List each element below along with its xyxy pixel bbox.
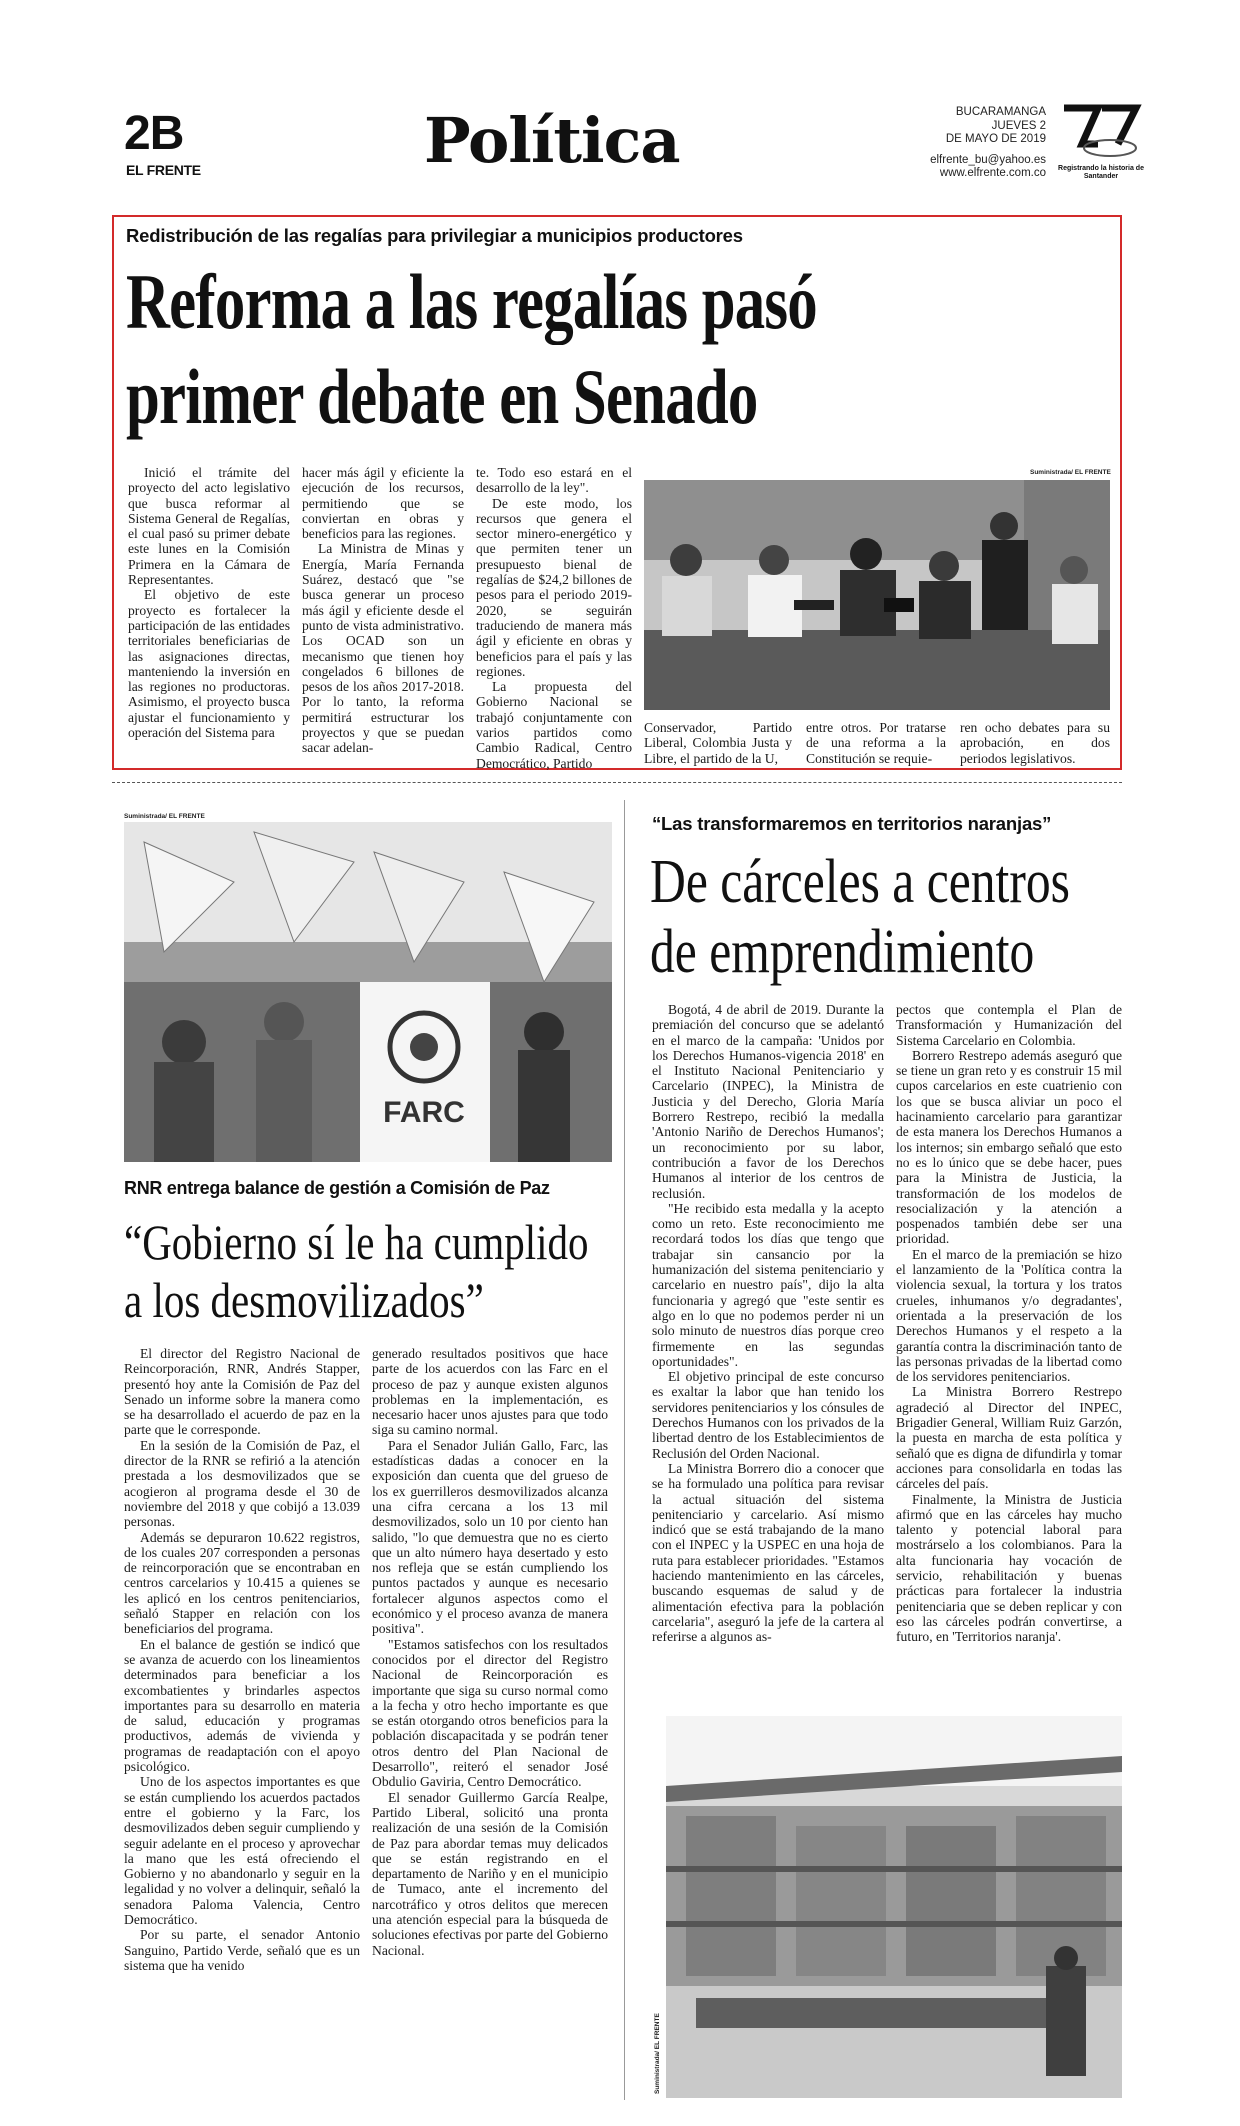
farc-kicker: RNR entrega balance de gestión a Comisión de Paz — [124, 1178, 550, 1198]
date-month: DE MAYO DE 2019 — [945, 133, 1046, 145]
website-link[interactable]: www.elfrente.com.co — [939, 167, 1046, 179]
paragraph: El objetivo de este proyecto es fortalecer la participación de las entidades territoriales beneficiarias de las asignaciones directas, manteniendo la inversión en las regiones no productoras. Asimismo, el proyecto busca ajustar el funcionamiento y operación del Sistema para — [128, 587, 290, 741]
paragraph: te. Todo eso estará en el desarrollo de la ley". — [476, 465, 632, 496]
city: BUCARAMANGA — [955, 106, 1046, 118]
lead-column-5 — [806, 720, 946, 766]
paragraph: La Ministra Borrero Restrepo agradeció al Director del INPEC, Brigadier General, William Ruiz Garzón, la puesta en marcha de esta política y señaló que es digna de difundirla y tomar acciones para consolidarla en todas las cárceles del país. — [896, 1384, 1122, 1492]
paragraph: El objetivo principal de este concurso es exaltar la labor que han tenido los servidores penitenciarios y los cónsules de Derechos Humanos con los privados de la libertad dentro de los Establecimientos de Reclusión del Orden Nacional. — [652, 1369, 884, 1461]
lead-kicker: Redistribución de las regalías para privilegiar a municipios productores — [126, 225, 743, 246]
lead-column-2 — [302, 465, 464, 763]
badge-tagline: Registrando la historia de Santander — [1058, 165, 1144, 180]
farc-column-1 — [124, 1346, 360, 2098]
farc-headline-1: “Gobierno sí le ha cumplido — [124, 1214, 589, 1270]
date-day: JUEVES 2 — [991, 119, 1046, 132]
paragraph: ren ocho debates para su aprobación, en dos periodos legislativos. — [960, 720, 1110, 766]
anniversary-badge — [1058, 100, 1144, 186]
prison-column-1 — [652, 1002, 884, 1692]
anniversary-logo-icon — [1058, 100, 1144, 160]
paragraph: Bogotá, 4 de abril de 2019. Durante la premiación del concurso que se adelantó en el marco de la campaña: 'Unidos por los Derechos Humanos-vigencia 2018' en el Instituto Nacional Penitenciario y Carcelario (INPEC), la Ministra de Justicia y del Derecho, Gloria María Borrero Restrepo, recibió la medalla 'Antonio Nariño de Derechos Humanos'; un reconocimiento por su labor, contribución a favor de los Derechos Humanos al interior de los centros de reclusión. — [652, 1002, 884, 1201]
prison-kicker: “Las transformaremos en territorios naranjas” — [652, 813, 1052, 834]
paragraph: El director del Registro Nacional de Reincorporación, RNR, Andrés Stapper, presentó hoy ante la Comisión de Paz del Senado un informe sobre la manera como se ha desarrollado el acuerdo de paz en la parte que le corresponde. — [124, 1346, 360, 1438]
farc-rally-photo — [124, 822, 612, 1162]
paragraph: La propuesta del Gobierno Nacional se trabajó conjuntamente con varios partidos como Cambio Radical, Centro Democrático, Partido — [476, 679, 632, 771]
prison-headline-1: De cárceles a centros — [650, 848, 1070, 916]
farc-photo-credit: Suministrada/ EL FRENTE — [124, 813, 205, 820]
paragraph: Borrero Restrepo además aseguró que se tiene un gran reto y es construir 15 mil cupos carcelarios en este cuatrienio con los que se busca aliviar un poco el hacinamiento carcelario para garantizar de esta manera los Derechos Humanos a los internos; sin embargo señaló que esto no es lo único que se debe hacer, pues para la Ministra de Justicia, la transformación de los modelos de resocialización y la atención a pospenados también debe ser una prioridad. — [896, 1047, 1122, 1247]
lead-photo — [644, 480, 1110, 710]
paragraph: Uno de los aspectos importantes es que se están cumpliendo los acuerdos pactados entre el gobierno y la Farc, los desmovilizados deben seguir cumpliendo y seguir adelante en el proceso y aprovechar la mano que les está ofreciendo el Gobierno y no abandonarlo y seguir en la legalidad y no volver a delinquir, señaló la senadora Paloma Valencia, Centro Democrático. — [124, 1774, 360, 1927]
paragraph: Finalmente, la Ministra de Justicia afirmó que en las cárceles hay mucho talento y potencial laboral para mostrárselo a los colombianos. Para la alta funcionaria hay vocación de servicio, rehabilitación y buenas prácticas para fortalecer la industria penitenciaria que se deben replicar y con eso las cárceles podrán convertirse, a futuro, en 'Territorios naranja'. — [896, 1491, 1122, 1645]
dateline — [908, 106, 1046, 181]
paragraph: En el marco de la premiación se hizo el lanzamiento de la 'Política contra la violencia sexual, la tortura y los tratos crueles, inhumanos y/o degradantes', orientada a la preservación de los Derechos Humanos y el respeto a la garantía contra la discriminación tanto de las personas privadas de la libertad como de los servidores penitenciarios. — [896, 1246, 1122, 1385]
lead-column-4 — [644, 720, 792, 766]
paragraph: Además se depuraron 10.622 registros, de los cuales 207 corresponden a personas de reincorporación que se encontraban en centros carcelarios y 10.415 a quienes se les aplicó en los centros penitenciarios, señaló Stapper en relación con los beneficiarios del programa. — [124, 1529, 360, 1637]
prison-column-2 — [896, 1002, 1122, 1692]
paragraph: "He recibido esta medalla y la acepto como un reto. Este reconocimiento me recordará todos los días que tengo que trabajar sin cansancio por la humanización del sistema penitenciario y carcelario en nuestro país", dijo la alta funcionaria y agregó que "este sentir es algo en lo que no podemos perder ni un solo minuto de nuestros días porque creo firmemente en las segundas oportunidades". — [652, 1200, 884, 1369]
page-code: 2B — [124, 107, 184, 160]
paragraph: Para el Senador Julián Gallo, Farc, las estadísticas dadas a conocer en la exposición dan cuenta que del grueso de los ex guerrilleros desmovilizados alcanza una cifra cercana a los 13 mil desmovilizados, solo un 10 por ciento han salido, "lo que demuestra que no es cierto que un alto número haya desertado y esto nos refleja que se están cumpliendo los puntos pactados y aunque es necesario fortalecer algunos aspectos como el económico y el proceso avanza de manera positiva". — [372, 1437, 608, 1637]
paragraph: hacer más ágil y eficiente la ejecución de los recursos, permitiendo que se conviertan en obras y beneficios para las regiones. — [302, 465, 464, 542]
svg-text:FARC: FARC — [383, 1096, 465, 1129]
paragraph: En el balance de gestión se indicó que se avanza de acuerdo con los lineamientos determinados para beneficiar a los excombatientes y brindarles aspectos importantes para su desarrollo en materia de salud, educación y programas productivos, además de vivienda y programas de readaptación con el apoyo psicológico. — [124, 1636, 360, 1775]
prison-photo — [666, 1716, 1122, 2098]
paper-name: EL FRENTE — [126, 162, 201, 178]
lead-column-1 — [128, 465, 290, 763]
prison-photo-credit: Suministrada/ EL FRENTE — [654, 2013, 661, 2094]
paragraph: entre otros. Por tratarse de una reforma a la Constitución se requie- — [806, 720, 946, 766]
paragraph: La Ministra de Minas y Energía, María Fernanda Suárez, destacó que "se busca generar un proceso más ágil y eficiente desde el punto de vista administrativo. Los OCAD son un mecanismo que tienen hoy congelados 6 billones de pesos de los años 2017-2018. Por lo tanto, la reforma permitirá estructurar los proyectos y que se puedan sacar adelan- — [302, 541, 464, 756]
paragraph: Inició el trámite del proyecto del acto legislativo que busca reformar al Sistema General de Regalías, el cual pasó su primer debate este lunes en la Comisión Primera en la Cámara de Representantes. — [128, 465, 290, 588]
farc-headline-2: a los desmovilizados” — [124, 1272, 484, 1328]
farc-photo — [124, 822, 612, 1162]
lead-column-6 — [960, 720, 1110, 766]
paragraph: Conservador, Partido Liberal, Colombia Justa y Libre, el partido de la U, — [644, 720, 792, 766]
paragraph: "Estamos satisfechos con los resultados conocidos por el director del Registro Nacional de Reincorporación es importante que siga su curso normal como a la fecha y otro hecho importante es que se están otorgando otros beneficios para la población discapacitada y se podrán tener otros dentro del Plan Nacional de Desarrollo", reiteró el senador José Obdulio Gaviria, Centro Democrático. — [372, 1636, 608, 1790]
lead-headline-1: Reforma a las regalías pasó — [126, 258, 817, 345]
lead-column-3 — [476, 465, 632, 771]
farc-column-2 — [372, 1346, 608, 2098]
paragraph: pectos que contempla el Plan de Transformación y Humanización del Sistema Carcelario en Colombia. — [896, 1002, 1122, 1048]
column-divider — [624, 800, 625, 2100]
section-divider — [112, 782, 1122, 783]
paragraph: El senador Guillermo García Realpe, Partido Liberal, solicitó una pronta realización de una sesión de la Comisión de Paz para abordar temas muy delicados que se están registrando en el departamento de Nariño y en el municipio de Tumaco, ante el incremento del narcotráfico y otros delitos que merecen una atención especial para la búsqueda de soluciones efectivas por parte del Gobierno Nacional. — [372, 1789, 608, 1958]
paragraph: generado resultados positivos que hace parte de los acuerdos con las Farc en el proceso de paz y aunque existen algunos problemas en la implementación, es necesario hacer unos ajustes para que todo siga su camino normal. — [372, 1346, 608, 1438]
paragraph: De este modo, los recursos que genera el sector minero-energético y que permiten tener un presupuesto bienal de regalías de $24,2 billones de pesos para el periodo 2019-2020, se seguirán traduciendo de manera más ágil y eficiente en obras y beneficios para el país y las regiones. — [476, 495, 632, 679]
paragraph: La Ministra Borrero dio a conocer que se ha formulado una política para revisar la actual situación del sistema penitenciario y carcelario. Así mismo indicó que se está trabajando de la mano con el INPEC y la USPEC en una hoja de ruta para establecer prioridades. "Estamos haciendo mantenimiento en las cárceles, buscando esquemas de salud y de alimentación efectiva para la población carcelaria", aseguró la jefe de la cartera al referirse a algunos as- — [652, 1460, 884, 1645]
senate-session-photo — [644, 480, 1110, 710]
email-link[interactable]: elfrente_bu@yahoo.es — [930, 153, 1046, 166]
prison-courtyard-photo — [666, 1716, 1122, 2098]
lead-photo-credit: Suministrada/ EL FRENTE — [1030, 469, 1111, 476]
prison-headline-2: de emprendimiento — [650, 918, 1035, 986]
paragraph: Por su parte, el senador Antonio Sanguino, Partido Verde, señaló que es un sistema que ha venido — [124, 1927, 360, 1973]
lead-headline-2: primer debate en Senado — [126, 353, 758, 440]
paragraph: En la sesión de la Comisión de Paz, el director de la RNR se refirió a la atención prestada a los desmovilizados que se acogieron al programa desde el 30 de noviembre del 2018 y que cobijó a 13.039 personas. — [124, 1437, 360, 1530]
section-title: Política — [424, 104, 680, 177]
